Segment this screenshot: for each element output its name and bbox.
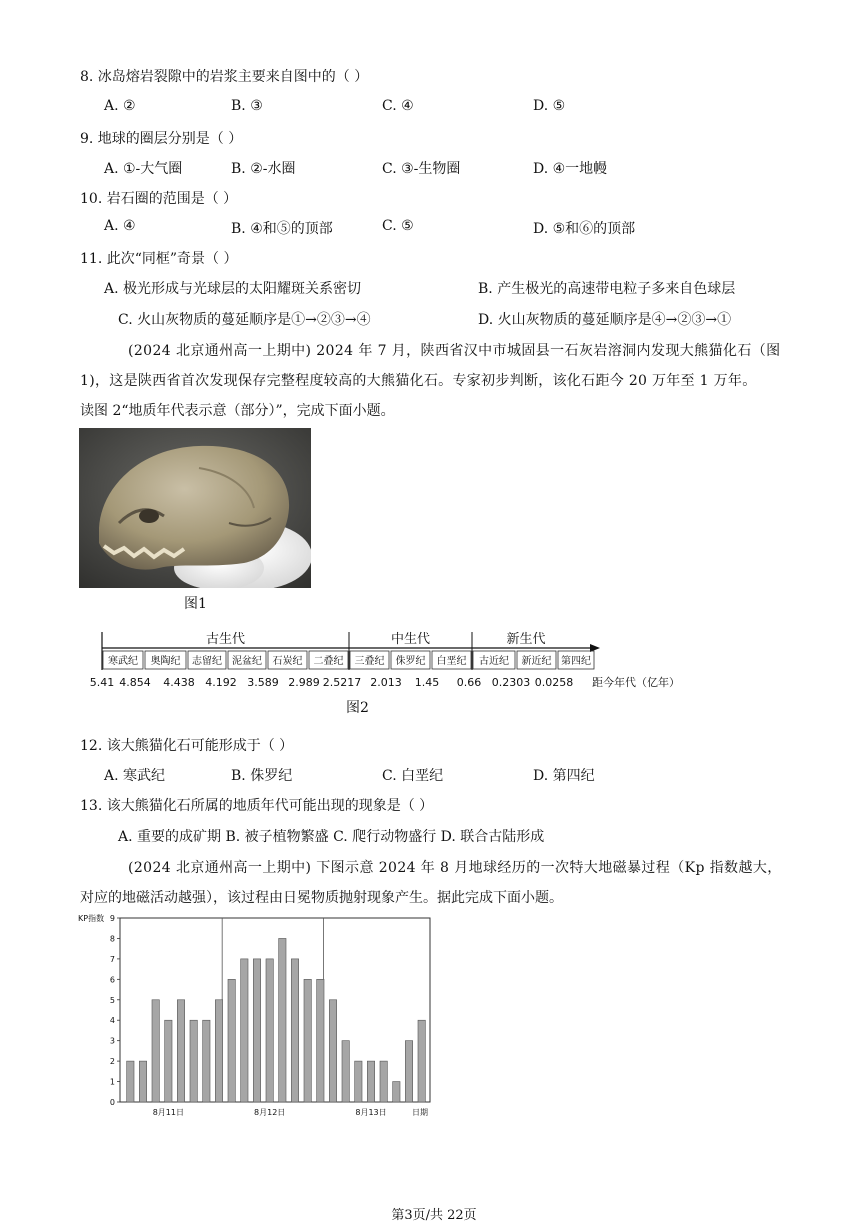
y-tick-label: 5 xyxy=(109,995,115,1005)
timeline-age-label: 1.45 xyxy=(414,676,440,689)
timeline-period-label: 三叠纪 xyxy=(354,656,385,667)
kp-bar xyxy=(405,1041,412,1102)
kp-bar xyxy=(279,938,286,1102)
question-8-stem: 8. 冰岛熔岩裂隙中的岩浆主要来自图中的（ ） xyxy=(80,69,369,85)
kp-bar xyxy=(342,1041,349,1102)
kp-bar xyxy=(291,959,298,1102)
y-tick-label: 0 xyxy=(109,1098,115,1107)
x-day-label: 8月12日 xyxy=(254,1108,286,1117)
timeline-age-label: 2.5217 xyxy=(322,676,362,689)
timeline-age-label: 5.41 xyxy=(89,676,115,689)
kp-bar xyxy=(266,959,273,1102)
y-tick-label: 8 xyxy=(109,934,115,944)
page-footer: 第3页/共 22页 xyxy=(391,1208,477,1223)
timeline-age-label: 2.989 xyxy=(288,676,320,689)
y-tick-label: 9 xyxy=(109,914,115,923)
kp-bar xyxy=(418,1020,425,1102)
y-tick-label: 6 xyxy=(109,975,115,985)
figure-1-caption: 图1 xyxy=(184,596,207,612)
timeline-period-label: 石炭纪 xyxy=(272,656,303,667)
question-12-option-a: A. 寒武纪 xyxy=(104,768,166,784)
question-12-stem: 12. 该大熊猫化石可能形成于（ ） xyxy=(80,738,294,754)
question-9-option-d: D. ④一地幔 xyxy=(533,161,608,177)
timeline-age-label: 4.854 xyxy=(119,676,151,689)
question-10-option-c: C. ⑤ xyxy=(382,218,414,234)
timeline-period-label: 寒武纪 xyxy=(108,656,138,667)
passage-1-line-2: 1)，这是陕西省首次发现保存完整程度较高的大熊猫化石。专家初步判断，该化石距今 20 万年至 1 万年。 xyxy=(80,373,757,389)
question-10-stem: 10. 岩石圈的范围是（ ） xyxy=(80,191,238,207)
kp-bar xyxy=(139,1061,146,1102)
timeline-age-label: 0.0258 xyxy=(534,676,574,689)
passage-2-line-1: (2024 北京通州高一上期中) 下图示意 2024 年 8 月地球经历的一次特大地磁暴过程（Kp 指数越大， xyxy=(128,860,782,876)
timeline-period-label: 第四纪 xyxy=(561,656,591,667)
question-9-option-b: B. ②-水圈 xyxy=(231,161,296,177)
y-tick-label: 1 xyxy=(109,1077,115,1087)
question-11-option-b: B. 产生极光的高速带电粒子多来自色球层 xyxy=(478,281,736,297)
timeline-age-label: 4.192 xyxy=(205,676,237,689)
timeline-unit-label: 距今年代（亿年） xyxy=(592,676,680,689)
timeline-period-label: 白垩纪 xyxy=(436,656,467,667)
kp-bar xyxy=(380,1061,387,1102)
passage-1-line-3: 读图 2“地质年代表示意（部分）”，完成下面小题。 xyxy=(80,403,395,419)
y-axis-label: KP指数 xyxy=(78,914,105,923)
kp-bar xyxy=(127,1061,134,1102)
timeline-age-label: 3.589 xyxy=(247,676,279,689)
question-13-options: A. 重要的成矿期 B. 被子植物繁盛 C. 爬行动物盛行 D. 联合古陆形成 xyxy=(118,829,545,845)
question-11-stem: 11. 此次“同框”奇景（ ） xyxy=(80,251,238,267)
kp-bar xyxy=(317,979,324,1102)
y-tick-label: 7 xyxy=(109,954,115,964)
question-8-option-b: B. ③ xyxy=(231,98,263,114)
timeline-period-label: 侏罗纪 xyxy=(395,656,426,667)
x-day-label: 8月11日 xyxy=(152,1108,184,1117)
question-9-stem: 9. 地球的圈层分别是（ ） xyxy=(80,131,243,147)
question-10-option-b: B. ④和⑤的顶部 xyxy=(231,221,333,237)
x-axis-label: 日期 xyxy=(412,1108,428,1117)
timeline-era-label: 古生代 xyxy=(205,632,246,647)
kp-bar xyxy=(329,1000,336,1102)
question-8-option-d: D. ⑤ xyxy=(533,98,566,114)
kp-bar xyxy=(215,1000,222,1102)
timeline-period-label: 泥盆纪 xyxy=(232,656,262,667)
timeline-period-label: 志留纪 xyxy=(192,656,222,667)
kp-bar xyxy=(177,1000,184,1102)
panda-fossil-photo xyxy=(79,428,311,588)
passage-1-line-1: (2024 北京通州高一上期中) 2024 年 7 月，陕西省汉中市城固县一石灰岩溶洞内发现大熊猫化石（图 xyxy=(128,343,781,359)
question-10-option-d: D. ⑤和⑥的顶部 xyxy=(533,221,636,237)
question-8-option-c: C. ④ xyxy=(382,98,414,114)
question-11-option-d: D. 火山灰物质的蔓延顺序是④→②③→① xyxy=(478,312,732,328)
kp-bar xyxy=(241,959,248,1102)
y-tick-label: 2 xyxy=(109,1057,115,1067)
question-11-option-a: A. 极光形成与光球层的太阳耀斑关系密切 xyxy=(104,281,362,297)
kp-bar xyxy=(367,1061,374,1102)
question-11-option-c: C. 火山灰物质的蔓延顺序是①→②③→④ xyxy=(118,312,371,328)
kp-bar xyxy=(203,1020,210,1102)
y-tick-label: 3 xyxy=(109,1036,115,1046)
timeline-era-label: 中生代 xyxy=(390,632,431,647)
timeline-age-label: 0.66 xyxy=(456,676,482,689)
kp-bar xyxy=(253,959,260,1102)
geologic-timeline xyxy=(80,628,690,690)
kp-bar xyxy=(165,1020,172,1102)
question-10-option-a: A. ④ xyxy=(104,218,136,234)
kp-index-chart xyxy=(74,910,444,1122)
x-day-label: 8月13日 xyxy=(355,1108,387,1117)
y-tick-label: 4 xyxy=(109,1016,115,1026)
question-8-option-a: A. ② xyxy=(104,98,136,114)
timeline-period-label: 古近纪 xyxy=(479,656,509,667)
question-9-option-c: C. ③-生物圈 xyxy=(382,161,461,177)
kp-bar xyxy=(228,979,235,1102)
timeline-age-label: 4.438 xyxy=(163,676,195,689)
timeline-period-label: 二叠纪 xyxy=(313,656,344,667)
kp-bar xyxy=(393,1082,400,1102)
figure-2-caption: 图2 xyxy=(346,700,369,716)
question-12-option-c: C. 白垩纪 xyxy=(382,768,444,784)
question-12-option-b: B. 侏罗纪 xyxy=(231,768,293,784)
kp-bar xyxy=(152,1000,159,1102)
kp-bar xyxy=(355,1061,362,1102)
passage-2-line-2: 对应的地磁活动越强），该过程由日冕物质抛射现象产生。据此完成下面小题。 xyxy=(80,890,563,906)
question-13-stem: 13. 该大熊猫化石所属的地质年代可能出现的现象是（ ） xyxy=(80,798,434,814)
question-12-option-d: D. 第四纪 xyxy=(533,768,595,784)
kp-bar xyxy=(190,1020,197,1102)
kp-bar xyxy=(304,979,311,1102)
timeline-period-label: 奥陶纪 xyxy=(150,656,181,667)
timeline-era-label: 新生代 xyxy=(506,632,546,647)
timeline-age-label: 0.2303 xyxy=(491,676,531,689)
timeline-age-label: 2.013 xyxy=(370,676,402,689)
question-9-option-a: A. ①-大气圈 xyxy=(104,161,183,177)
timeline-period-label: 新近纪 xyxy=(521,656,552,667)
